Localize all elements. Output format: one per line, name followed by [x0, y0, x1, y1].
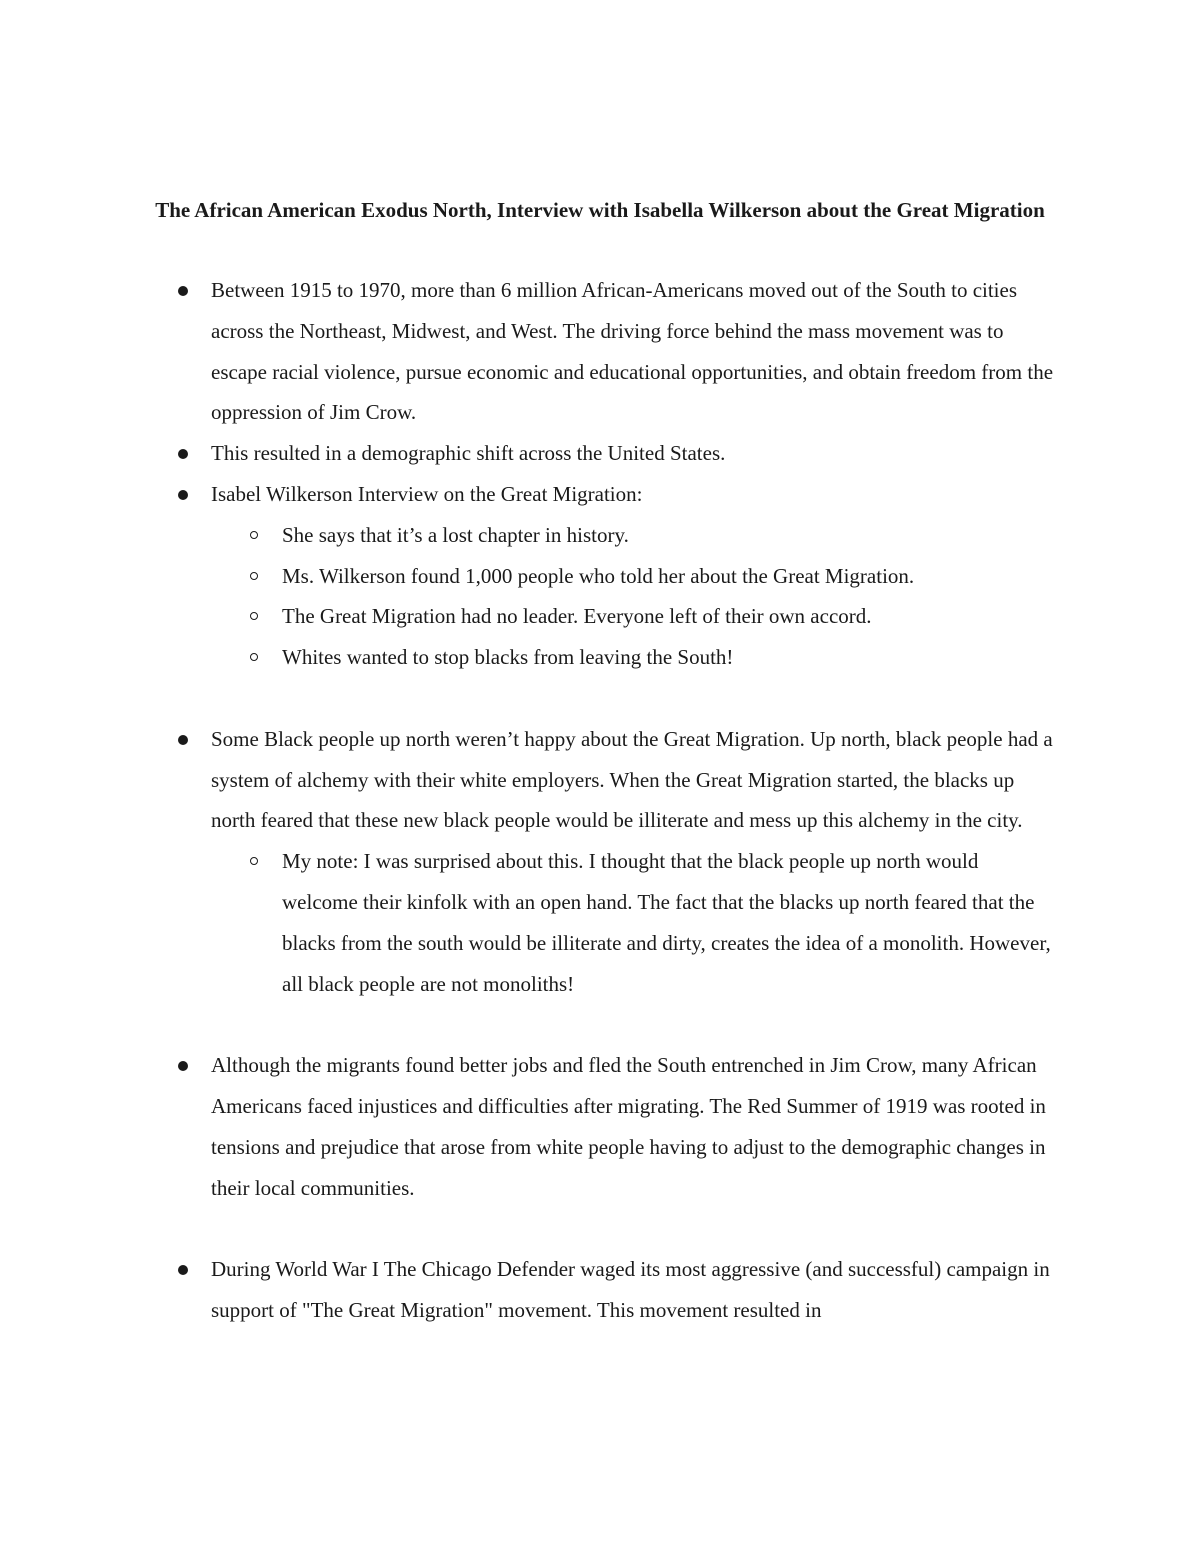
sub-bullet-list [0, 515, 1061, 678]
sub-list-item [0, 556, 1052, 597]
list-item-text: This resulted in a demographic shift across the United States. [211, 441, 726, 466]
list-item-text: Although the migrants found better jobs and fled the South entrenched in Jim Crow, many African Americans faced injustices and difficulties after migrating. The Red Summer of 1919 was rooted in tensions and prejudice that arose from white people having to adjust to the demographic changes in their local communities. [211, 1053, 1046, 1200]
sub-list-item-text: Ms. Wilkerson found 1,000 people who told her about the Great Migration. [282, 563, 915, 588]
list-item-text: Isabel Wilkerson Interview on the Great Migration: [211, 481, 643, 506]
list-item [0, 1249, 1061, 1331]
bullet-dot-icon [178, 286, 188, 296]
hollow-circle-bullet-icon [250, 531, 258, 539]
sub-list-item-text: She says that it’s a lost chapter in history. [282, 522, 629, 547]
list-item [0, 270, 1061, 433]
sub-bullet-list [0, 841, 1061, 1004]
sub-list-item-text: The Great Migration had no leader. Everyone left of their own accord. [282, 604, 872, 629]
list-item [0, 719, 1061, 1005]
bullet-dot-icon [178, 449, 188, 459]
list-item-text: Between 1915 to 1970, more than 6 million African-Americans moved out of the South to cities across the Northeast, Midwest, and West. The driving force behind the mass movement was to escape racial violence, pursue economic and educational opportunities, and obtain freedom from the oppression of Jim Crow. [211, 278, 1054, 425]
list-item [0, 433, 1061, 474]
list-item-text: During World War I The Chicago Defender waged its most aggressive (and successful) campaign in support of "The Great Migration" movement. This movement resulted in [211, 1257, 1050, 1322]
bullet-dot-icon [178, 1265, 188, 1275]
bullet-list [0, 270, 1200, 1331]
sub-list-item [0, 841, 1052, 1004]
list-item [0, 1045, 1061, 1208]
list-item-text: Some Black people up north weren’t happy about the Great Migration. Up north, black people had a system of alchemy with their white employers. When the Great Migration started, the blacks up north feared that these new black people would be illiterate and mess up this alchemy in the city. [211, 726, 1053, 833]
hollow-circle-bullet-icon [250, 572, 258, 580]
bullet-dot-icon [178, 1061, 188, 1071]
hollow-circle-bullet-icon [250, 653, 258, 661]
bullet-dot-icon [178, 735, 188, 745]
sub-list-item [0, 515, 1052, 556]
document-title: The African American Exodus North, Interview with Isabella Wilkerson about the Great Migration [155, 198, 1045, 222]
sub-list-item [0, 637, 1052, 678]
sub-list-item [0, 596, 1052, 637]
sub-list-item-text: Whites wanted to stop blacks from leaving the South! [282, 645, 734, 670]
bullet-dot-icon [178, 490, 188, 500]
list-item [0, 474, 1061, 678]
hollow-circle-bullet-icon [250, 612, 258, 620]
sub-list-item-text: My note: I was surprised about this. I thought that the black people up north would welcome their kinfolk with an open hand. The fact that the blacks up north feared that the blacks from the south would be illiterate and dirty, creates the idea of a monolith. However, all black people are not monoliths! [282, 849, 1051, 996]
hollow-circle-bullet-icon [250, 857, 258, 865]
